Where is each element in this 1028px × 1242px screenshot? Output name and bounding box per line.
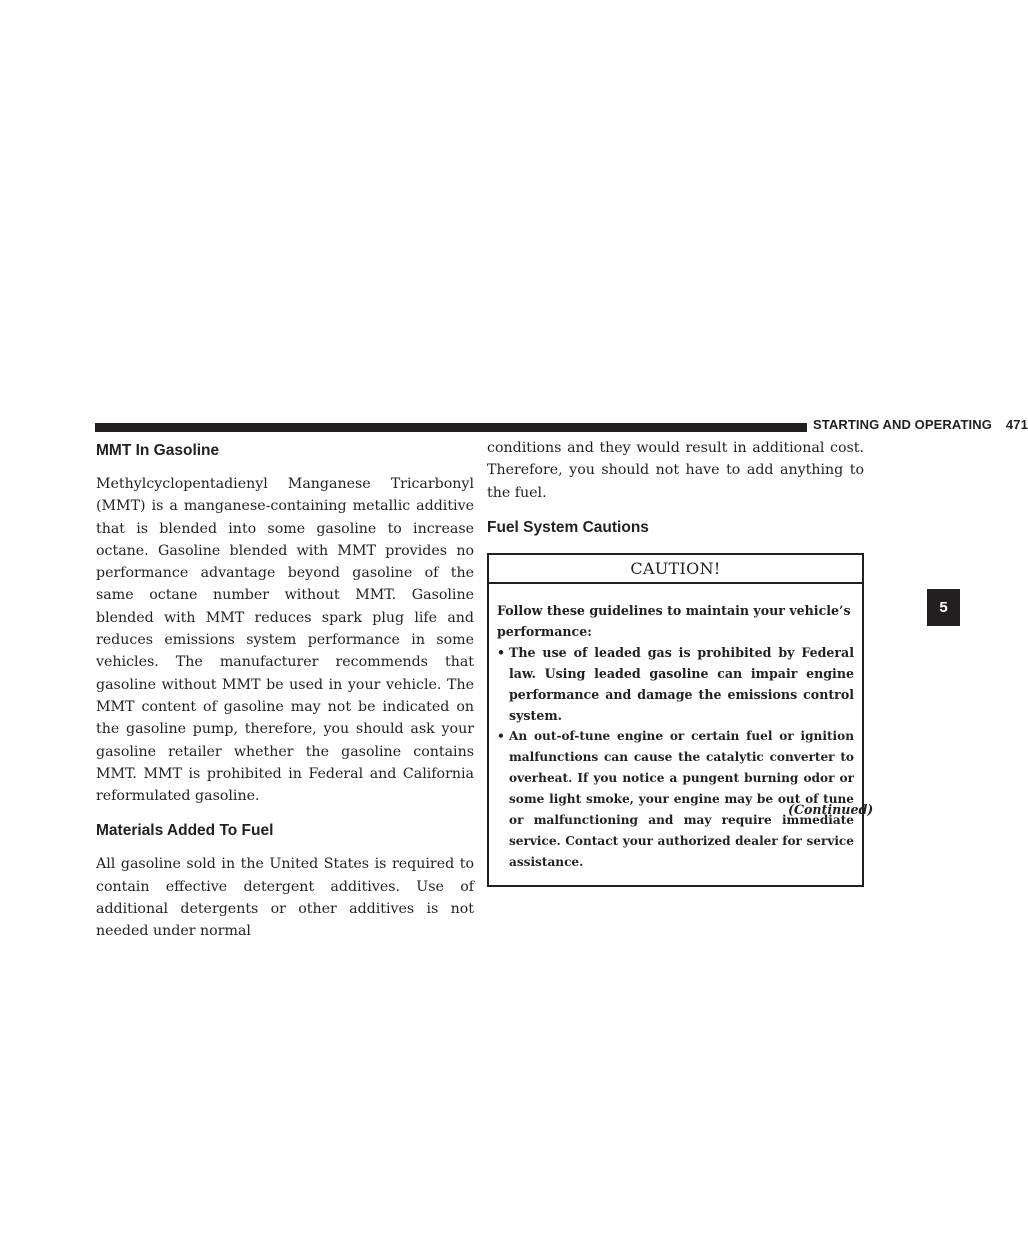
caution-title: CAUTION! [489,555,862,584]
bullet-icon: • [497,728,505,743]
paragraph-materials: All gasoline sold in the United States is required to contain effective detergent additives. Use of additional detergents or other additives is not needed under normal [96,856,474,940]
chapter-tab: 5 [927,589,960,626]
caution-intro: Follow these guidelines to maintain your vehicle’s performance: [497,602,851,639]
section-heading-mmt: MMT In Gasoline [96,442,220,459]
left-column [96,437,474,943]
caution-item-text: An out-of-tune engine or certain fuel or ignition malfunctions can cause the catalytic converter to overheat. If you notice a pungent burning odor or some light smoke, your engine may be out of tune or malfunctioning and may require immediate service. Contact your authorized dealer for service assistance. [509,728,854,869]
caution-item [497,642,854,726]
running-head [813,417,1028,432]
caution-body [489,584,862,885]
caution-item [497,726,854,873]
bullet-icon: • [497,644,506,660]
page-number: 471 [1005,417,1028,432]
caution-box [487,553,864,887]
right-column [487,437,864,887]
header-rule [95,423,807,432]
section-heading-cautions: Fuel System Cautions [487,518,649,536]
paragraph-continuation: conditions and they would result in additional cost. Therefore, you should not have to add anything to the fuel. [487,440,864,501]
caution-item-text: The use of leaded gas is prohibited by Federal law. Using leaded gasoline can impair engine performance and damage the emissions control system. [509,644,854,723]
continued-label: (Continued) [788,802,874,817]
section-heading-materials: Materials Added To Fuel [96,822,274,840]
section-title: STARTING AND OPERATING [813,417,992,432]
paragraph-mmt: Methylcyclopentadienyl Manganese Tricarbonyl (MMT) is a manganese-containing metallic additive that is blended into some gasoline to increase octane. Gasoline blended with MMT provides no performance advantage beyond gasoline of the same octane number without MMT. Gasoline blended with MMT reduces spark plug life and reduces emissions system performance in some vehicles. The manufacturer recommends that gasoline without MMT be used in your vehicle. The MMT content of gasoline may not be indicated on the gasoline pump, therefore, you should ask your gasoline retailer whether the gasoline contains MMT. MMT is prohibited in Federal and California reformulated gasoline. [96,476,474,805]
caution-list [497,642,854,873]
